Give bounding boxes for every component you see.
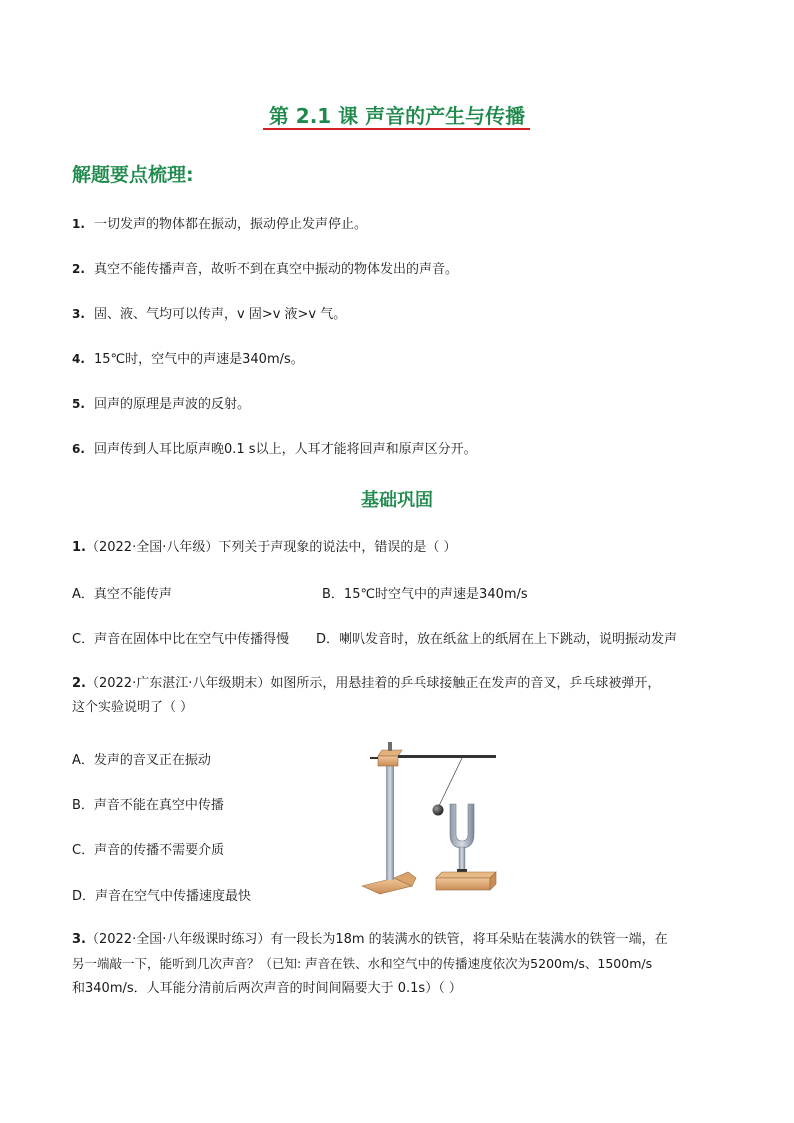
key-points-heading: 解题要点梳理: bbox=[72, 164, 194, 186]
stand-clamp bbox=[370, 742, 402, 766]
key-point-number: 2. bbox=[72, 262, 85, 276]
question-1-option-a: A．真空不能传声 bbox=[72, 587, 172, 602]
key-point-text: 真空不能传播声音，故听不到在真空中振动的物体发出的声音。 bbox=[94, 262, 459, 277]
key-point bbox=[72, 260, 458, 279]
question-2-option-c: C．声音的传播不需要介质 bbox=[72, 843, 225, 858]
question-2-option-a: A．发声的音叉正在振动 bbox=[72, 753, 211, 768]
key-point-number: 5. bbox=[72, 397, 85, 411]
key-point-number: 1. bbox=[72, 217, 85, 231]
key-point bbox=[72, 395, 250, 414]
question-source: （2022·全国·八年级课时练习） bbox=[85, 932, 271, 947]
question-number: 2. bbox=[72, 676, 86, 691]
key-point-text: 固、液、气均可以传声，v 固>v 液>v 气。 bbox=[94, 307, 347, 322]
title-underline bbox=[263, 128, 530, 130]
question-text: 下列关于声现象的说法中，错误的是（ ） bbox=[218, 540, 457, 555]
question-1-option-d: D．喇叭发音时，放在纸盆上的纸屑在上下跳动，说明振动发声 bbox=[316, 632, 678, 647]
ping-pong-ball bbox=[433, 805, 444, 816]
stand-rod bbox=[386, 752, 394, 880]
question-2-option-b: B．声音不能在真空中传播 bbox=[72, 798, 224, 813]
question-source: （2022·广东湛江·八年级期末） bbox=[85, 676, 271, 691]
key-point-number: 3. bbox=[72, 307, 85, 321]
key-point-number: 4. bbox=[72, 352, 85, 366]
question-source: （2022·全国·八年级） bbox=[85, 540, 219, 555]
key-point bbox=[72, 305, 346, 324]
page-title: 第 2.1 课 声音的产生与传播 bbox=[268, 104, 526, 128]
question-2-stem bbox=[72, 672, 732, 720]
key-point-text: 回声传到人耳比原声晚0.1 s以上，人耳才能将回声和原声区分开。 bbox=[94, 442, 477, 457]
key-point bbox=[72, 440, 477, 459]
stand-arm bbox=[398, 755, 496, 758]
tuning-fork bbox=[450, 804, 474, 873]
question-1-option-c: C．声音在固体中比在空气中传播得慢 bbox=[72, 632, 290, 647]
resonance-box bbox=[436, 872, 496, 890]
question-text: 如图所示，用悬挂着的乒乓球接触正在发声的音叉，乒乓球被弹开， bbox=[270, 676, 661, 691]
question-1-stem bbox=[72, 536, 732, 560]
basics-heading: 基础巩固 bbox=[361, 490, 433, 511]
tuning-fork-apparatus-figure bbox=[358, 738, 498, 898]
question-text: 有一段长为18m 的装满水的铁管，将耳朵贴在装满水的铁管一端，在 bbox=[270, 932, 668, 947]
question-1-option-b: B．15℃时空气中的声速是340m/s bbox=[322, 587, 528, 602]
key-point-number: 6. bbox=[72, 442, 85, 456]
suspension-string bbox=[438, 758, 462, 808]
question-number: 3. bbox=[72, 932, 86, 947]
question-3-stem bbox=[72, 928, 740, 1001]
key-point bbox=[72, 350, 304, 369]
question-text-line3: 和340m/s．人耳能分清前后两次声音的时间间隔要大于 0.1s）（ ） bbox=[72, 981, 462, 996]
key-point-text: 一切发声的物体都在振动，振动停止发声停止。 bbox=[94, 217, 368, 232]
key-point bbox=[72, 215, 367, 234]
question-2-option-d: D．声音在空气中传播速度最快 bbox=[72, 889, 252, 904]
question-number: 1. bbox=[72, 540, 86, 555]
key-point-text: 15℃时，空气中的声速是340m/s。 bbox=[94, 352, 304, 367]
question-text-line2: 另一端敲一下，能听到几次声音？（已知: 声音在铁、水和空气中的传播速度依次为5200m/s、1500m/s bbox=[72, 956, 653, 971]
question-text-line2: 这个实验说明了（ ） bbox=[72, 700, 194, 715]
key-point-text: 回声的原理是声波的反射。 bbox=[94, 397, 251, 412]
